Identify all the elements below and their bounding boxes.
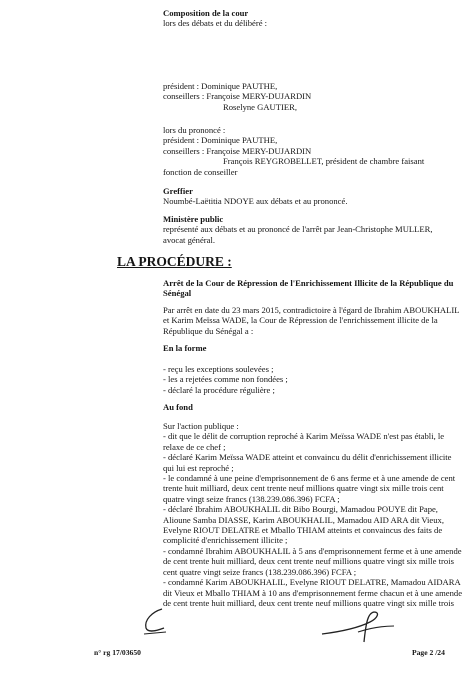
composition-heading: Composition de la cour (163, 8, 249, 18)
fond-line: - le condamné à une peine d'emprisonnement de 6 ans ferme et à une amende de cent (163, 473, 456, 484)
footer-rg-number: n° rg 17/03650 (94, 648, 141, 657)
fond-line: Sur l'action publique : (163, 421, 239, 431)
footer-page-number: Page 2 /24 (412, 648, 445, 657)
arret-title-line-1: Arrêt de la Cour de Répression de l'Enrichissement Illicite de la République du (163, 278, 454, 288)
arret-title-line-2: Sénégal (163, 288, 192, 299)
fond-section (163, 402, 463, 412)
fond-line: - condamné Karim ABOUKHALIL, Evelyne RIOUT DELATRE, Mamadou AIDARA (163, 577, 461, 588)
fond-line: dit Vieux et Mballo THIAM à 10 ans d'emprisonnement ferme chacun et à une amende (163, 587, 463, 598)
fond-line: cent quatre vingt seize francs (138.239.086.396) FCFA ; (163, 566, 357, 577)
fond-line: - déclaré Ibrahim ABOUKHALIL dit Bibo Bourgi, Mamadou POUYE dit Pape, (163, 504, 438, 515)
fond-line: qui lui est reproché ; (163, 462, 234, 473)
prononce-conseillers-2: François REYGROBELLET, président de chambre faisant (223, 156, 425, 167)
debats-conseillers-1: conseillers : Françoise MERY-DUJARDIN (163, 91, 312, 102)
fond-body (163, 421, 463, 608)
greffier-text: Noumbé-Laëtitia NDOYE aux débats et au prononcé. (163, 196, 348, 207)
arret-para-line-1: Par arrêt en date du 23 mars 2015, contradictoire à l'égard de Ibrahim ABOUKHALIL (163, 305, 460, 315)
composition-section (163, 8, 463, 29)
initials-signature-right (318, 608, 398, 644)
initials-signature-left (140, 606, 170, 638)
fond-line: relaxe de ce chef ; (163, 441, 226, 452)
ministere-line-1: représenté aux débats et au prononcé de l'arrêt par Jean-Christophe MULLER, (163, 224, 433, 235)
debats-intro: lors des débats et du délibéré : (163, 18, 268, 29)
forme-heading: En la forme (163, 343, 207, 353)
greffier-heading: Greffier (163, 186, 193, 196)
fond-line: de cent trente huit milliard, deux cent trente neuf millions quatre vingt six mille trois (163, 556, 454, 567)
ministere-heading: Ministère public (163, 214, 224, 224)
fond-line: - dit que le délit de corruption reproché à Karim Meïssa WADE n'est pas établi, le (163, 431, 445, 442)
prononce-intro: lors du prononcé : (163, 125, 226, 135)
ministere-line-2: avocat général. (163, 234, 216, 245)
fond-line: - condamné Ibrahim ABOUKHALIL à 5 ans d'emprisonnement ferme et à une amende (163, 545, 462, 556)
forme-list (163, 364, 463, 395)
procedure-title: LA PROCÉDURE : (117, 254, 232, 269)
forme-item: - les a rejetées comme non fondées ; (163, 374, 288, 385)
arret-para-line-3: République du Sénégal a : (163, 325, 254, 336)
arret-title (163, 278, 463, 299)
prononce-composition (163, 125, 463, 177)
fond-line: quatre vingt seize francs (138.239.086.396) FCFA ; (163, 493, 340, 504)
fond-line: de cent trente huit milliard, deux cent trente neuf millions quatre vingt six mille trois (163, 597, 454, 608)
greffier-section (163, 186, 463, 207)
fond-line: trente huit milliard, deux cent trente neuf millions quatre vingt six mille trois cent (163, 483, 444, 494)
forme-item: - reçu les exceptions soulevées ; (163, 364, 274, 374)
debats-composition (163, 81, 463, 112)
prononce-conseillers-1: conseillers : Françoise MERY-DUJARDIN (163, 145, 312, 156)
prononce-conseillers-3: fonction de conseiller (163, 166, 238, 177)
fond-line: Evelyne RIOUT DELATRE et Mballo THIAM atteints et convaincus des faits de (163, 525, 443, 536)
forme-section (163, 343, 463, 353)
arret-para-line-2: et Karim Meïssa WADE, la Cour de Répression de l'enrichissement illicite de la (163, 315, 438, 326)
fond-line: Alioune Samba DIASSE, Karim ABOUKHALIL, Mamadou AID ARA dit Vieux, (163, 514, 444, 525)
fond-line: - déclaré Karim Meïssa WADE atteint et convaincu du délit d'enrichissement illicite (163, 452, 452, 463)
arret-paragraph (163, 305, 463, 336)
fond-heading: Au fond (163, 402, 193, 412)
debats-conseillers-2: Roselyne GAUTIER, (223, 101, 297, 112)
debats-president: président : Dominique PAUTHE, (163, 81, 278, 91)
fond-line: complicité d'enrichissement illicite ; (163, 535, 288, 546)
prononce-president: président : Dominique PAUTHE, (163, 135, 278, 146)
forme-item: - déclaré la procédure régulière ; (163, 384, 275, 395)
ministere-section (163, 214, 463, 245)
